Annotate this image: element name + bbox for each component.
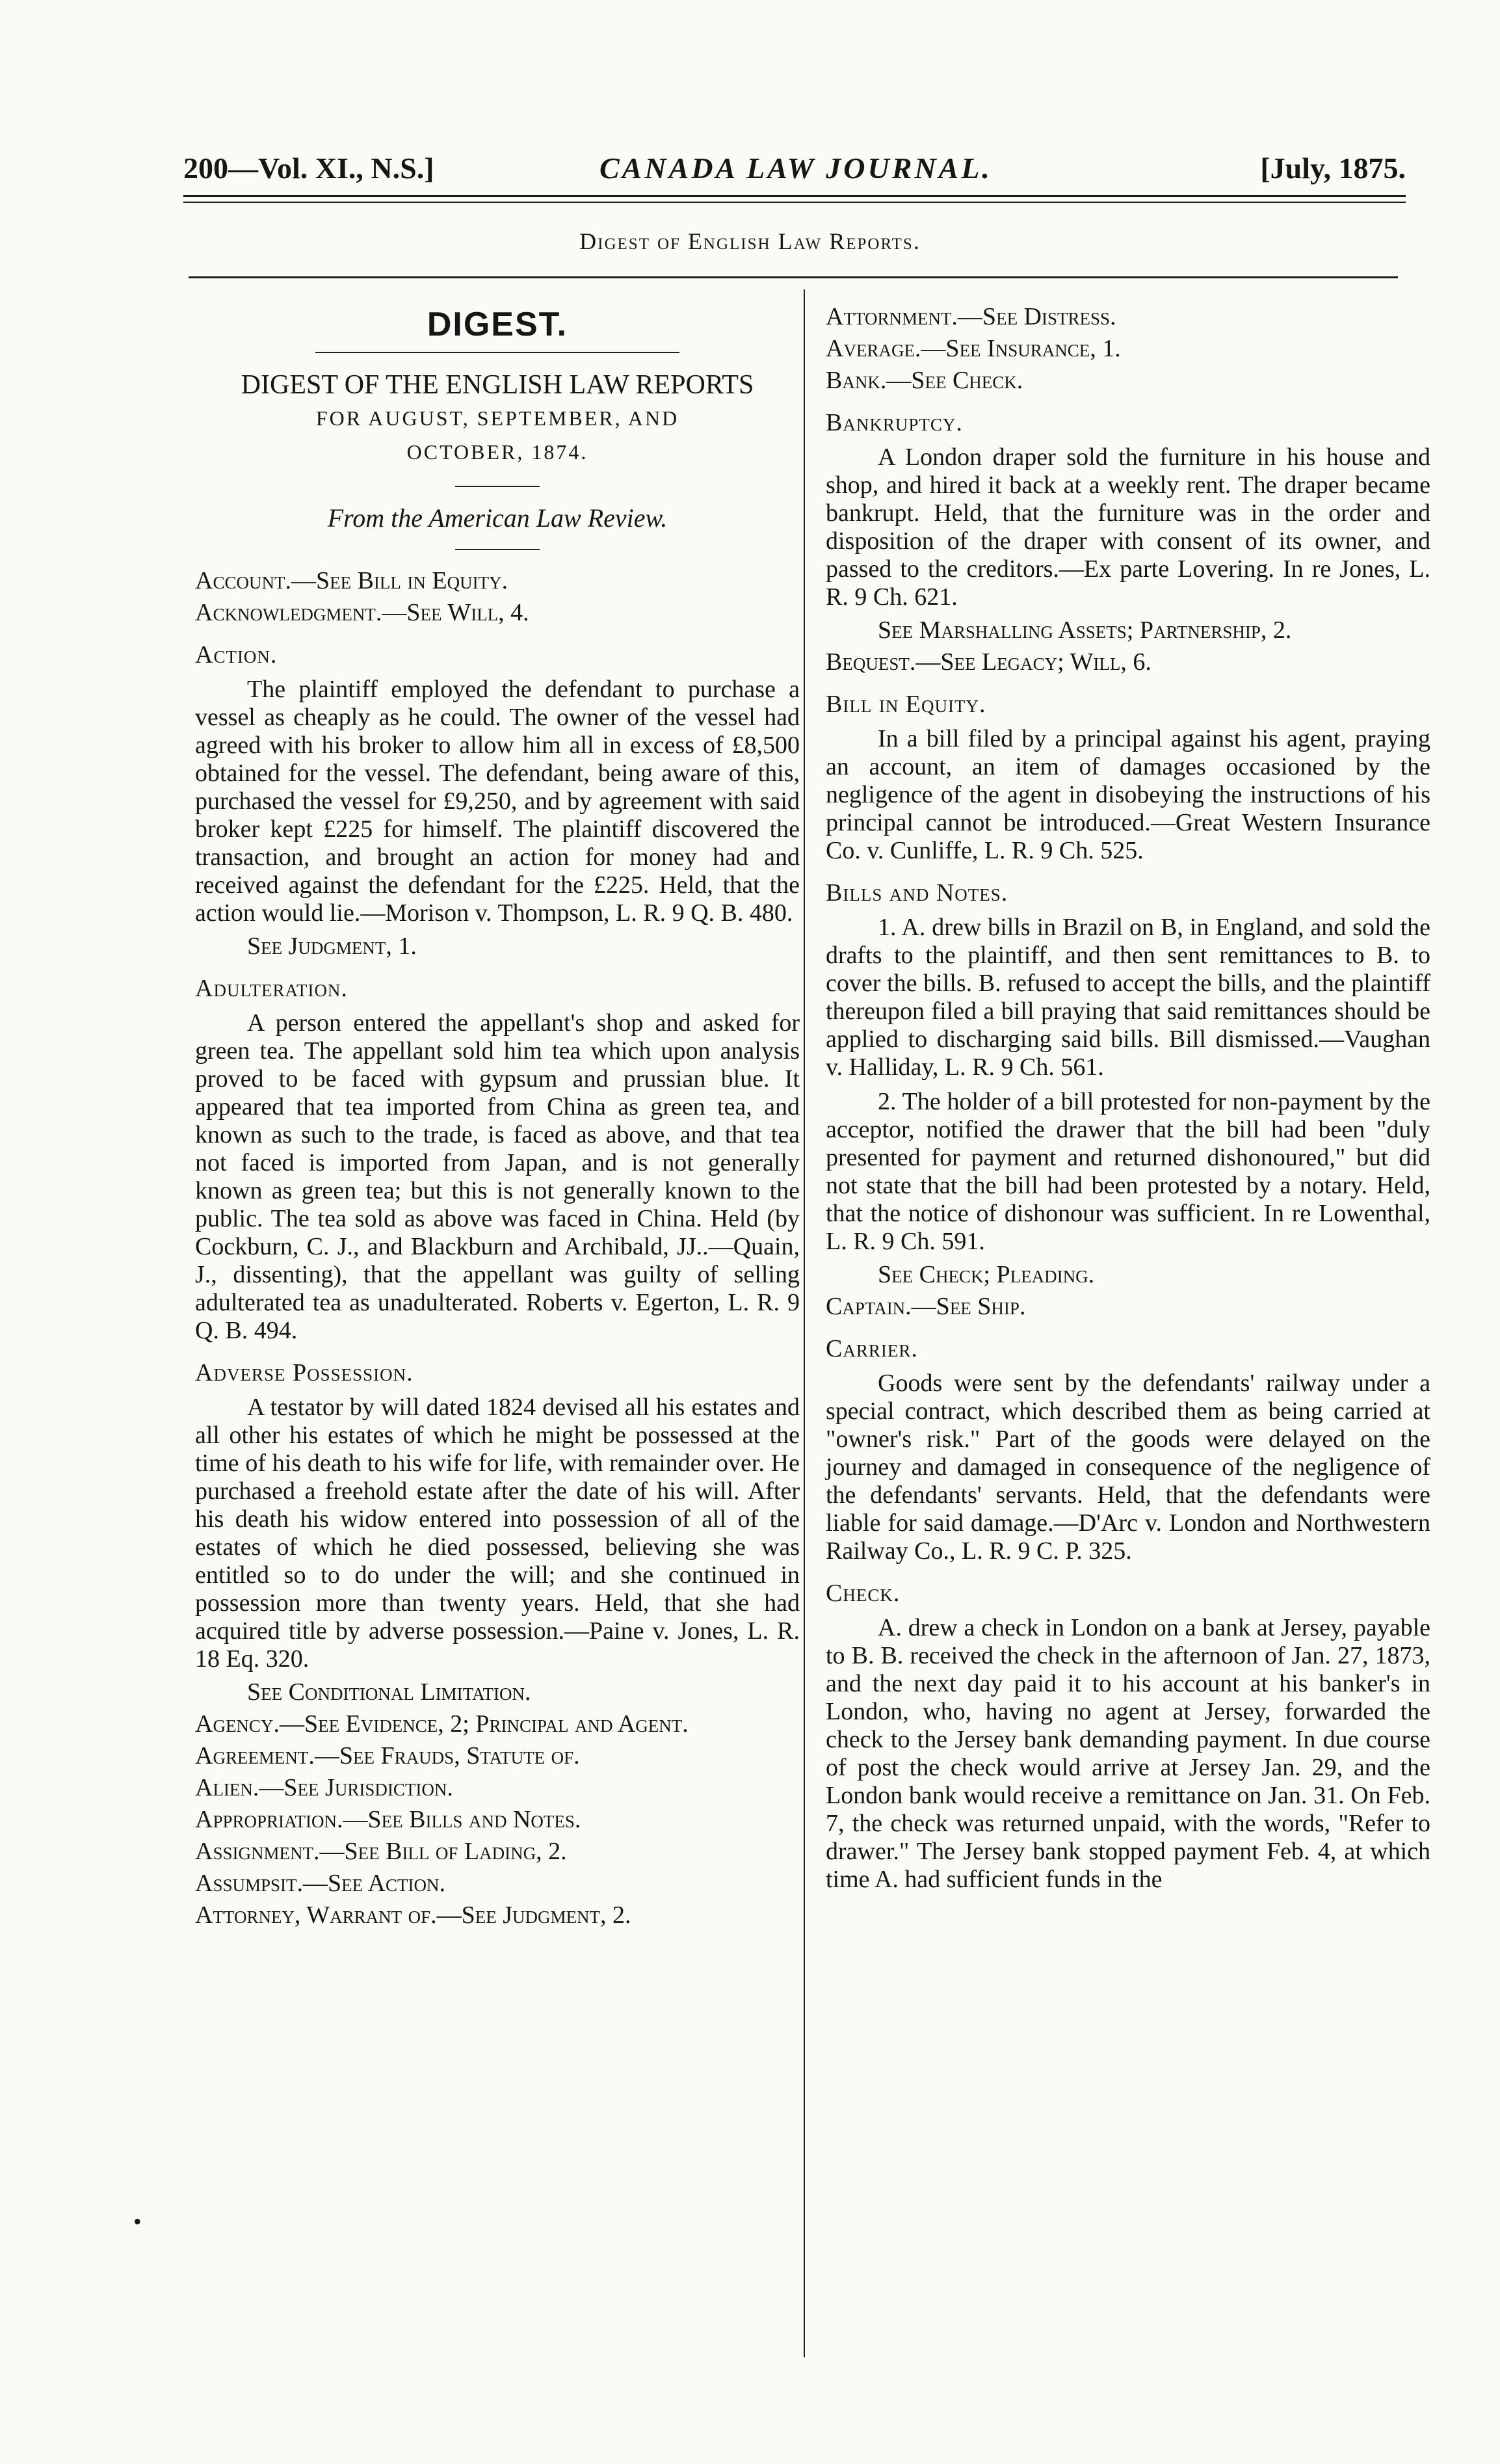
entry-bills-notes-2: 2. The holder of a bill protested for non-payment by the acceptor, notified the drawer that the bill had been "duly presented for payment and returned dishonoured," but did not state that the bill had been protested by a notary. Held, that the notice of dishonour was sufficient. In re Lowenthal, L. R. 9 Ch. 591. bbox=[826, 1088, 1430, 1255]
right-column bbox=[826, 299, 1430, 1898]
heading-carrier: Carrier. bbox=[826, 1335, 918, 1362]
journal-title: CANADA LAW JOURNAL. bbox=[599, 152, 992, 185]
heading-bankruptcy: Bankruptcy. bbox=[826, 409, 963, 436]
heading-bill-in-equity: Bill in Equity. bbox=[826, 691, 986, 718]
margin-mark: • bbox=[133, 2208, 142, 2234]
heading-check: Check. bbox=[826, 1580, 901, 1607]
see-bills-notes: See Check; Pleading. bbox=[878, 1261, 1095, 1288]
divider-rule bbox=[455, 549, 540, 550]
header-rule-top bbox=[183, 195, 1406, 197]
entry-check: A. drew a check in London on a bank at Jersey, payable to B. B. received the check in the afternoon of Jan. 27, 1873, and the next day paid it to his account at his banker's in London, who, having no agent at Jersey, forwarded the check to the Jersey bank demanding payment. In due course of post the check would arrive at Jersey Jan. 29, and the London bank would receive a remittance on Jan. 31. On Feb. 7, the check was returned unpaid, with the words, "Refer to drawer." The Jersey bank stopped payment Feb. 4, at which time A. had sufficient funds in the bbox=[826, 1614, 1430, 1893]
heading-action: Action. bbox=[195, 641, 278, 669]
issue-date: [July, 1875. bbox=[1260, 152, 1406, 185]
page-number-volume: 200—Vol. XI., N.S.] bbox=[183, 152, 434, 185]
xref-appropriation: Appropriation.—See Bills and Notes. bbox=[195, 1806, 581, 1833]
heading-bills-and-notes: Bills and Notes. bbox=[826, 879, 1008, 907]
title-rule bbox=[315, 352, 679, 353]
xref-acknowledgment: Acknowledgment.—See Will, 4. bbox=[195, 599, 529, 626]
digest-subtitle: DIGEST OF THE ENGLISH LAW REPORTS bbox=[241, 370, 754, 400]
heading-adverse-possession: Adverse Possession. bbox=[195, 1359, 414, 1386]
digest-period-line-1: FOR AUGUST, SEPTEMBER, AND bbox=[315, 406, 679, 430]
xref-agency: Agency.—See Evidence, 2; Principal and Agent. bbox=[195, 1710, 689, 1738]
entry-action: The plaintiff employed the defendant to purchase a vessel as cheaply as he could. The owner of the vessel had agreed with his broker to allow him all in excess of £8,500 obtained for the vessel. The defendant, being aware of this, purchased the vessel for £9,250, and by agreement with said broker kept £225 for himself. The plaintiff discovered the transaction, and brought an action for money had and received against the defendant for the £225. Held, that the action would lie.—Morison v. Thompson, L. R. 9 Q. B. 480. bbox=[195, 676, 800, 927]
xref-captain: Captain.—See Ship. bbox=[826, 1293, 1026, 1320]
entry-carrier: Goods were sent by the defendants' railway under a special contract, which described them as being carried at "owner's risk." Part of the goods were delayed on the journey and damaged in consequence of the negligence of the defendants' servants. Held, that the defendants were liable for said damage.—D'Arc v. London and Northwestern Railway Co., L. R. 9 C. P. 325. bbox=[826, 1370, 1430, 1565]
see-bankruptcy: See Marshalling Assets; Partnership, 2. bbox=[878, 616, 1292, 644]
column-divider bbox=[804, 289, 805, 2357]
xref-bequest: Bequest.—See Legacy; Will, 6. bbox=[826, 648, 1151, 676]
entry-adulteration: A person entered the appellant's shop and asked for green tea. The appellant sold him tea which upon analysis proved to be faced with gypsum and prussian blue. It appeared that tea imported from China as green tea, and known as such to the trade, is faced as above, and that tea not faced is imported from Japan, and is not generally known as green tea; but this is not generally known to the public. The tea sold as above was faced in China. Held (by Cockburn, C. J., and Blackburn and Archibald, JJ..—Quain, J., dissenting), that the appellant was guilty of selling adulterated tea as unadulterated. Roberts v. Egerton, L. R. 9 Q. B. 494. bbox=[195, 1009, 800, 1344]
digest-title: DIGEST. bbox=[427, 306, 568, 343]
source-note: From the American Law Review. bbox=[327, 503, 668, 533]
divider-rule bbox=[455, 486, 540, 487]
header-rule-bottom bbox=[183, 202, 1406, 203]
xref-account: Account.—See Bill in Equity. bbox=[195, 567, 508, 594]
entry-adverse-possession: A testator by will dated 1824 devised all his estates and all other his estates of which he might be possessed at the time of his death to his wife for life, with remainder over. He purchased a freehold estate after the date of his will. After his death his widow entered into possession of all of the estates of which he died possessed, believing she was entitled so to do under the will; and she continued in possession more than twenty years. Held, that she had acquired title by adverse possession.—Paine v. Jones, L. R. 18 Eq. 320. bbox=[195, 1394, 800, 1673]
xref-assignment: Assignment.—See Bill of Lading, 2. bbox=[195, 1838, 567, 1865]
xref-attorney: Attorney, Warrant of.—See Judgment, 2. bbox=[195, 1901, 631, 1929]
xref-attornment: Attornment.—See Distress. bbox=[826, 303, 1116, 330]
entry-bankruptcy: A London draper sold the furniture in his house and shop, and hired it back at a weekly rent. The draper became bankrupt. Held, that the furniture was in the order and disposition of the draper with consent of its owner, and passed to the creditors.—Ex parte Lovering. In re Jones, L. R. 9 Ch. 621. bbox=[826, 444, 1430, 611]
xref-assumpsit: Assumpsit.—See Action. bbox=[195, 1870, 445, 1897]
entry-bill-in-equity: In a bill filed by a principal against his agent, praying an account, an item of damages occasioned by the negligence of the agent in disobeying the instructions of his principal cannot be introduced.—Great Western Insurance Co. v. Cunliffe, L. R. 9 Ch. 525. bbox=[826, 725, 1430, 864]
xref-bank: Bank.—See Check. bbox=[826, 367, 1023, 394]
xref-agreement: Agreement.—See Frauds, Statute of. bbox=[195, 1742, 580, 1769]
see-action: See Judgment, 1. bbox=[247, 933, 417, 960]
xref-alien: Alien.—See Jurisdiction. bbox=[195, 1774, 453, 1801]
section-title: Digest of English Law Reports. bbox=[579, 228, 921, 254]
digest-period-line-2: OCTOBER, 1874. bbox=[406, 440, 588, 464]
left-column bbox=[195, 299, 800, 1933]
running-head bbox=[183, 151, 1406, 190]
heading-adulteration: Adulteration. bbox=[195, 975, 348, 1002]
see-adverse-possession: See Conditional Limitation. bbox=[247, 1678, 531, 1706]
entry-bills-notes-1: 1. A. drew bills in Brazil on B, in England, and sold the drafts to the plaintiff, and then sent remittances to B. to cover the bills. B. refused to accept the bills, and the plaintiff thereupon filed a bill praying that said remittances should be applied to discharging said bills. Bill dismissed.—Vaughan v. Halliday, L. R. 9 Ch. 561. bbox=[826, 914, 1430, 1081]
xref-average: Average.—See Insurance, 1. bbox=[826, 335, 1121, 362]
section-rule bbox=[189, 276, 1398, 278]
